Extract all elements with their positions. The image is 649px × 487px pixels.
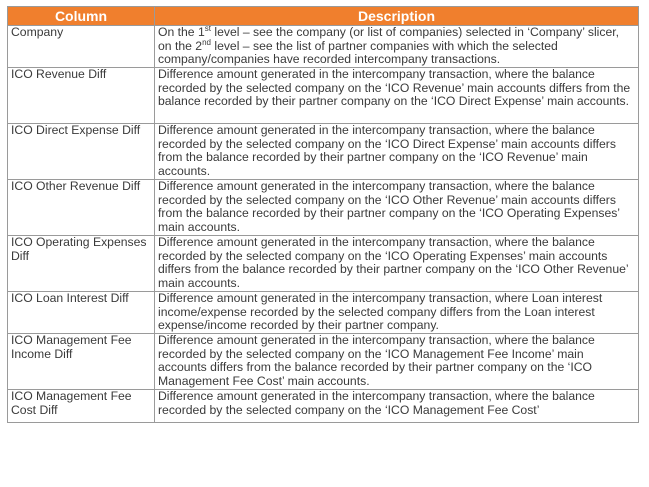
column-name-cell: ICO Management Fee Income Diff bbox=[8, 334, 155, 390]
table-row bbox=[8, 236, 639, 292]
table-row bbox=[8, 334, 639, 390]
column-name-cell: ICO Loan Interest Diff bbox=[8, 292, 155, 334]
column-name-cell: ICO Revenue Diff bbox=[8, 68, 155, 124]
column-name-cell: ICO Management Fee Cost Diff bbox=[8, 390, 155, 423]
table-row bbox=[8, 124, 639, 180]
description-text: level – see the list of partner companies with which the selected company/companies have recorded intercompany transactions. bbox=[158, 38, 558, 67]
description-cell: Difference amount generated in the intercompany transaction, where the balance recorded by the selected company on the ‘ICO Management Fee Cost’ bbox=[155, 390, 639, 423]
description-cell: Difference amount generated in the intercompany transaction, where the balance recorded by the selected company on the ‘ICO Direct Expense’ main accounts differs from the balance recorded by their partner company on the ‘ICO Revenue’ main accounts. bbox=[155, 124, 639, 180]
description-cell bbox=[155, 26, 639, 68]
table-row bbox=[8, 26, 639, 68]
table-row bbox=[8, 68, 639, 124]
column-header: Column bbox=[8, 7, 155, 26]
header-row bbox=[8, 7, 639, 26]
description-cell: Difference amount generated in the intercompany transaction, where the balance recorded by the selected company on the ‘ICO Revenue’ main accounts differs from the balance recorded by their partner company on the ‘ICO Direct Expense’ main accounts. bbox=[155, 68, 639, 124]
description-cell: Difference amount generated in the intercompany transaction, where the balance recorded by the selected company on the ‘ICO Other Revenue’ main accounts differs from the balance recorded by their partner company on the ‘ICO Operating Expenses’ main accounts. bbox=[155, 180, 639, 236]
column-description-table bbox=[7, 6, 639, 423]
table-row bbox=[8, 292, 639, 334]
description-cell: Difference amount generated in the intercompany transaction, where the balance recorded by the selected company on the ‘ICO Operating Expenses’ main accounts differs from the balance recorded by their partner company on the ‘ICO Other Revenue’ main accounts. bbox=[155, 236, 639, 292]
description-cell: Difference amount generated in the intercompany transaction, where the balance recorded by the selected company on the ‘ICO Management Fee Income’ main accounts differs from the balance recorded by their partner company on the ‘ICO Management Fee Cost’ main accounts. bbox=[155, 334, 639, 390]
description-text: On the 1 bbox=[158, 25, 205, 39]
ordinal-suffix: st bbox=[204, 25, 211, 33]
table-row bbox=[8, 390, 639, 423]
description-header: Description bbox=[155, 7, 639, 26]
column-name-cell: ICO Other Revenue Diff bbox=[8, 180, 155, 236]
ordinal-suffix: nd bbox=[202, 37, 211, 47]
column-name-cell: ICO Direct Expense Diff bbox=[8, 124, 155, 180]
description-cell: Difference amount generated in the intercompany transaction, where Loan interest income/expense recorded by the selected company differs from the Loan interest expense/income recorded by their partner company. bbox=[155, 292, 639, 334]
description-text: level – see the company (or list of companies) selected in ‘Company’ slicer, on the 2 bbox=[158, 25, 620, 53]
column-name-cell: ICO Operating Expenses Diff bbox=[8, 236, 155, 292]
column-name-cell: Company bbox=[8, 26, 155, 68]
table-row bbox=[8, 180, 639, 236]
